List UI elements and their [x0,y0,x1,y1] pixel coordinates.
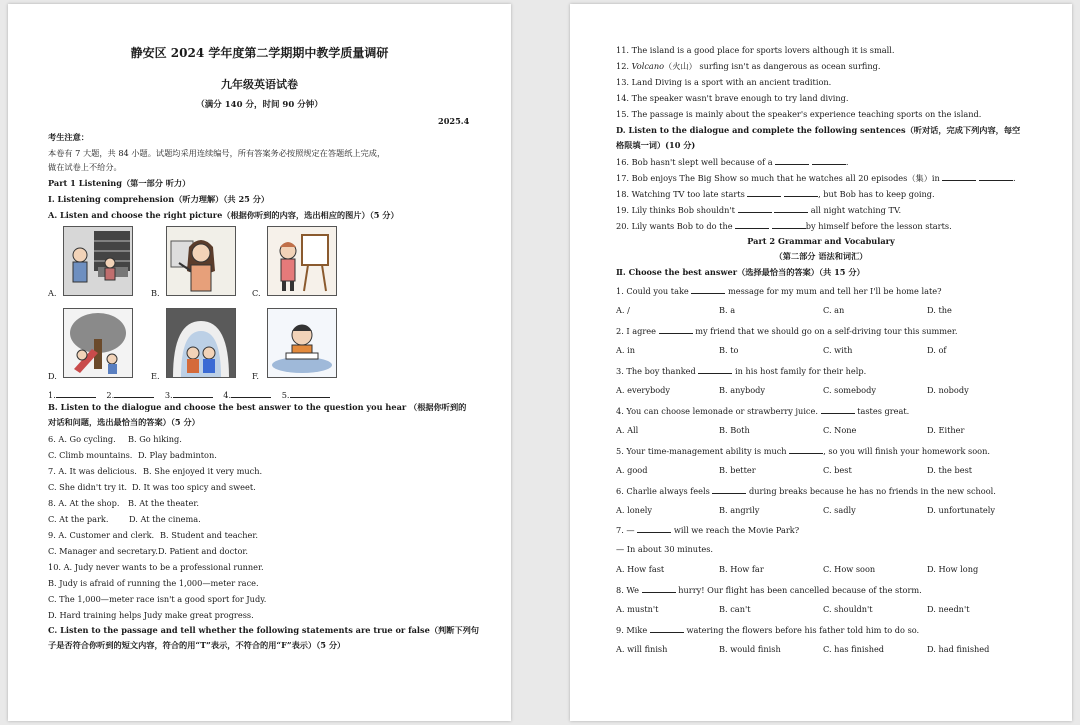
grammar-q7-opt-c: C. How soon [823,564,876,574]
picture-c-painting [267,226,337,296]
picture-d-playground [63,308,133,378]
notice-heading: 考生注意： [48,132,89,142]
sentence-16-text: 16. Bob hasn't slept well because of a [616,157,773,167]
grammar-q5-opt-b: B. better [719,465,756,475]
q7-option-a: 7. A. It was delicious. [48,466,137,476]
picture-label-b: B. [151,288,160,298]
grammar-q7-opt-d: D. How long [927,564,979,574]
grammar-q3-opt-b: B. anybody [719,385,766,395]
q6-option-c: C. Climb mountains. [48,450,133,460]
grammar-q8-opt-b: B. can't [719,604,751,614]
blank-16a[interactable] [775,156,809,165]
grammar-q7-post: will we reach the Movie Park? [673,525,800,535]
q9-option-b: B. Student and teacher. [160,530,258,540]
grammar-q6-opt-d: D. unfortunately [927,505,995,515]
section-1-heading: I. Listening comprehension（听力理解）（共 25 分） [48,194,270,204]
grammar-q7-opt-a: A. How fast [616,564,665,574]
statement-12-rest: （火山） surfing isn't as dangerous as ocean surfing. [664,61,881,71]
grammar-q3-blank[interactable] [698,365,732,374]
notice-line-1: 本卷有 7 大题，共 84 小题。试题均采用连续编号，所有答案务必按照规定在答题纸上完成， [48,148,386,158]
picture-a-library [63,226,133,296]
grammar-q6-post: during breaks because he has no friends in the new school. [749,486,996,496]
statement-12-italic: Volcano [631,61,665,71]
sentence-17-text: 17. Bob enjoys The Big Show so much that he watches all 20 episodes（集）in [616,173,940,183]
grammar-q9-blank[interactable] [650,624,684,633]
grammar-q3-pre: 3. The boy thanked [616,366,696,376]
picture-f-reading [267,308,337,378]
grammar-q9-opt-a: A. will finish [616,644,668,654]
grammar-q9-post: watering the flowers before his father told him to do so. [686,625,920,635]
grammar-q4-blank[interactable] [821,405,855,414]
exam-subtitle: 九年级英语试卷 [221,78,298,91]
blank-19a[interactable] [738,204,772,213]
part2-heading: Part 2 Grammar and Vocabulary [747,236,895,246]
section-d-heading-2: 格限填一词）(10 分) [616,140,696,150]
sentence-19 [616,204,901,215]
grammar-q3-opt-c: C. somebody [823,385,876,395]
grammar-q8-opt-a: A. mustn't [616,604,659,614]
answer-blanks-row [48,389,330,400]
picture-label-f: F. [252,371,260,381]
answer-num-4: 4. [223,390,232,400]
grammar-q3-opt-a: A. everybody [616,385,671,395]
grammar-q4-opt-d: D. Either [927,425,965,435]
grammar-q2 [616,325,957,336]
answer-num-2: 2. [106,390,115,400]
statement-12-num: 12. [616,61,630,71]
picture-e-tunnel [166,308,236,378]
statement-14: 14. The speaker wasn't brave enough to try land diving. [616,93,849,103]
grammar-q5-blank[interactable] [789,445,823,454]
grammar-q5-post: , so you will finish your homework soon. [823,446,990,456]
grammar-q1-opt-b: B. a [719,305,736,315]
picture-label-c: C. [252,288,261,298]
grammar-q2-opt-d: D. of [927,345,947,355]
exam-title: 静安区 2024 学年度第二学期期中教学质量调研 [130,46,389,60]
answer-blank-3[interactable] [173,389,213,398]
section-c-heading-2: 子是否符合你听到的短文内容，符合的用“T”表示，不符合的用“F”表示）（5 分） [48,640,346,650]
grammar-q6-opt-b: B. angrily [719,505,760,515]
answer-num-3: 3. [164,390,173,400]
picture-b-girl-pointing [166,226,236,296]
picture-label-d: D. [48,371,57,381]
grammar-q2-opt-c: C. with [823,345,853,355]
grammar-q1-opt-a: A. / [616,305,630,315]
grammar-q8-post: hurry! Our flight has been cancelled because of the storm. [678,585,922,595]
grammar-q3-post: in his host family for their help. [734,366,867,376]
q7-option-d: D. It was too spicy and sweet. [132,482,256,492]
grammar-q3 [616,365,866,376]
grammar-q6-opt-a: A. lonely [616,505,653,515]
q7-option-b: B. She enjoyed it very much. [143,466,263,476]
grammar-q1-post: message for my mum and tell her I'll be home late? [727,286,942,296]
grammar-q4-opt-b: B. Both [719,425,750,435]
blank-19b[interactable] [774,204,808,213]
grammar-q5-opt-a: A. good [616,465,648,475]
q8-option-c: C. At the park. [48,514,109,524]
grammar-q8-opt-c: C. shouldn't [823,604,873,614]
grammar-q9-pre: 9. Mike [616,625,648,635]
q6-option-a: 6. A. Go cycling. [48,434,116,444]
grammar-q4-opt-a: A. All [616,425,639,435]
q6-option-b: B. Go hiking. [128,434,182,444]
grammar-q1-blank[interactable] [691,285,725,294]
section-b-heading-1: B. Listen to the dialogue and choose the best answer to the question you hear （根据你听到的 [48,402,467,412]
grammar-q7-opt-b: B. How far [719,564,764,574]
grammar-q7-pre: 7. — [616,525,635,535]
grammar-q1-pre: 1. Could you take [616,286,689,296]
section-d-heading-1: D. Listen to the dialogue and complete the following sentences（听对话，完成下列内容，每空 [616,125,1021,135]
q8-option-b: B. At the theater. [128,498,199,508]
q10-option-a: 10. A. Judy never wants to be a professional runner. [48,562,264,572]
exam-date: 2025.4 [438,116,470,126]
grammar-q3-opt-d: D. nobody [927,385,969,395]
grammar-q5-pre: 5. Your time-management ability is much [616,446,787,456]
grammar-q1-opt-d: D. the [927,305,952,315]
grammar-q5 [616,445,990,456]
exam-page-left [8,4,511,721]
grammar-q6 [616,485,996,496]
statement-15: 15. The passage is mainly about the speaker's experience teaching sports on the island. [616,109,982,119]
picture-label-e: E. [151,371,160,381]
section-c-heading-1: C. Listen to the passage and tell whether the following statements are true or false（判断下列句 [48,625,479,635]
grammar-q4 [616,405,909,416]
score-time: （满分 140 分，时间 90 分钟） [196,100,323,110]
blank-17b[interactable] [979,172,1013,181]
grammar-q1-opt-c: C. an [823,305,845,315]
grammar-q4-post: tastes great. [857,406,910,416]
grammar-q6-opt-c: C. sadly [823,505,856,515]
grammar-q8-opt-d: D. needn't [927,604,970,614]
answer-blank-4[interactable] [231,389,271,398]
statement-11: 11. The island is a good place for sports lovers although it is small. [616,45,895,55]
sentence-19-text: 19. Lily thinks Bob shouldn't [616,205,735,215]
blank-16b[interactable] [812,156,846,165]
sentence-17: 17. Bob enjoys The Big Show so much that he watches all 20 episodes（集）in . [616,173,1016,183]
statement-13: 13. Land Diving is a sport with an ancient tradition. [616,77,832,87]
grammar-q2-post: my friend that we should go on a self-driving tour this summer. [695,326,958,336]
grammar-q8 [616,584,922,595]
q7-option-c: C. She didn't try it. [48,482,127,492]
grammar-q4-opt-c: C. None [823,425,857,435]
blank-18b[interactable] [784,188,818,197]
statement-12 [616,61,880,71]
section-b-heading-2: 对话和问题，选出最恰当的答案）（5 分） [48,417,200,427]
grammar-q8-blank[interactable] [642,584,676,593]
sentence-19-rest: all night watching TV. [810,205,902,215]
answer-blank-5[interactable] [290,389,330,398]
grammar-q9-opt-d: D. had finished [927,644,990,654]
q10-option-b: B. Judy is afraid of running the 1,000—meter race. [48,578,259,588]
grammar-q9-opt-b: B. would finish [719,644,781,654]
picture-label-a: A. [48,288,57,298]
answer-blank-1[interactable] [56,389,96,398]
sentence-20 [616,220,952,231]
blank-17a[interactable] [942,172,976,181]
q10-option-d: D. Hard training helps Judy make great progress. [48,610,254,620]
grammar-q1 [616,285,942,296]
q9-option-a: 9. A. Customer and clerk. [48,530,155,540]
sentence-20-text: 20. Lily wants Bob to do the [616,221,733,231]
q10-option-c: C. The 1,000—meter race isn't a good sport for Judy. [48,594,267,604]
grammar-q9 [616,624,919,635]
part1-heading: Part 1 Listening（第一部分 听力） [48,178,191,188]
q8-option-a: 8. A. At the shop. [48,498,120,508]
q9-option-d: D. Patient and doctor. [158,546,249,556]
part2-heading-cn: （第二部分 语法和词汇） [774,251,868,261]
answer-num-1: 1. [48,390,56,400]
grammar-q9-opt-c: C. has finished [823,644,885,654]
grammar-q7 [616,524,799,535]
section-a-heading: A. Listen and choose the right picture（根据你听到的内容，选出相应的图片）（5 分） [48,210,399,220]
exam-page-right [570,4,1072,721]
grammar-q7-reply: — In about 30 minutes. [616,544,714,554]
grammar-q2-opt-b: B. to [719,345,739,355]
sentence-16: 16. Bob hasn't slept well because of a . [616,157,849,167]
q6-option-d: D. Play badminton. [138,450,217,460]
sentence-20-rest: by himself before the lesson starts. [805,221,952,231]
grammar-q7-blank[interactable] [637,524,671,533]
grammar-q5-opt-c: C. best [823,465,852,475]
grammar-q6-pre: 6. Charlie always feels [616,486,710,496]
grammar-q6-blank[interactable] [712,485,746,494]
sentence-18-text: 18. Watching TV too late starts [616,189,745,199]
grammar-q2-blank[interactable] [659,325,693,334]
grammar-q2-opt-a: A. in [616,345,636,355]
q9-option-c: C. Manager and secretary. [48,546,158,556]
grammar-q5-opt-d: D. the best [927,465,973,475]
blank-18a[interactable] [747,188,781,197]
grammar-q2-pre: 2. I agree [616,326,656,336]
grammar-q4-pre: 4. You can choose lemonade or strawberry juice. [616,406,818,416]
sentence-18-rest: , but Bob has to keep going. [818,189,935,199]
q8-option-d: D. At the cinema. [129,514,201,524]
notice-line-2: 做在试卷上不给分。 [48,162,122,172]
sentence-18 [616,188,935,199]
grammar-q8-pre: 8. We [616,585,640,595]
blank-20a[interactable] [735,220,769,229]
blank-20b[interactable] [772,220,806,229]
answer-num-5: 5. [281,390,290,400]
answer-blank-2[interactable] [114,389,154,398]
section-ii-heading: Ⅱ. Choose the best answer（选择最恰当的答案）（共 15 分） [616,267,865,277]
